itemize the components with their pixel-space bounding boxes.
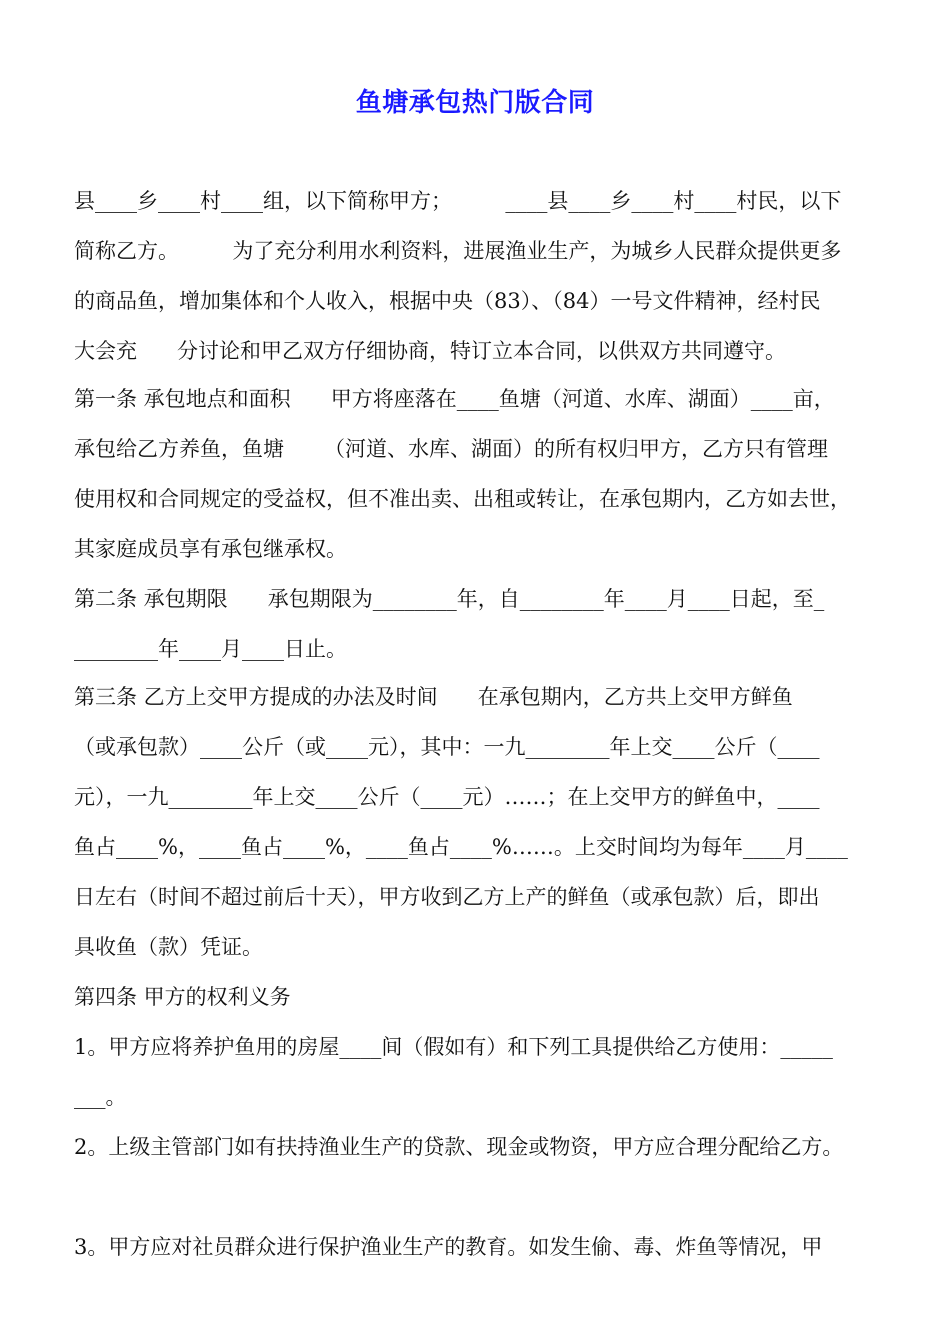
paragraph-line: 元），一九________年上交____公斤（____元）……；在上交甲方的鲜鱼中，____ — [74, 785, 820, 809]
paragraph-line: 县____乡____村____组，以下简称甲方； ____县____乡____村____村民，以下 — [74, 189, 842, 213]
paragraph-line: ___。 — [74, 1085, 127, 1109]
article-3-line: 第三条 乙方上交甲方提成的办法及时间 在承包期内，乙方共上交甲方鲜鱼 — [74, 685, 793, 709]
document-title: 鱼塘承包热门版合同 — [355, 88, 595, 118]
paragraph-line: 承包给乙方养鱼，鱼塘 （河道、水库、湖面）的所有权归甲方，乙方只有管理 — [74, 437, 829, 461]
paragraph-line: 日左右（时间不超过前后十天），甲方收到乙方上产的鲜鱼（或承包款）后，即出 — [74, 885, 820, 909]
clause-2-line: 2。上级主管部门如有扶持渔业生产的贷款、现金或物资，甲方应合理分配给乙方。 — [74, 1135, 844, 1159]
paragraph-line: 使用权和合同规定的受益权，但不准出卖、出租或转让，在承包期内，乙方如去世， — [74, 487, 851, 511]
paragraph-line: 的商品鱼，增加集体和个人收入，根据中央（83）、（84）一号文件精神，经村民 — [74, 289, 821, 313]
article-1-line: 第一条 承包地点和面积 甲方将座落在____鱼塘（河道、水库、湖面）____亩， — [74, 387, 835, 411]
paragraph-line: 简称乙方。 为了充分利用水利资料，进展渔业生产，为城乡人民群众提供更多 — [74, 239, 842, 263]
paragraph-line: 具收鱼（款）凭证。 — [74, 935, 263, 959]
paragraph-line: 鱼占____%，____鱼占____%，____鱼占____%……。上交时间均为每年____月____ — [74, 835, 848, 859]
clause-1-line: 1。甲方应将养护鱼用的房屋____间（假如有）和下列工具提供给乙方使用：_____ — [74, 1035, 833, 1059]
article-2-line: 第二条 承包期限 承包期限为________年，自________年____月____日起，至_ — [74, 587, 825, 611]
article-4-line: 第四条 甲方的权利义务 — [74, 985, 291, 1009]
paragraph-line: （或承包款）____公斤（或____元），其中：一九________年上交____公斤（____ — [74, 735, 820, 759]
paragraph-line: 其家庭成员享有承包继承权。 — [74, 537, 347, 561]
paragraph-line: ________年____月____日止。 — [74, 637, 347, 661]
paragraph-line: 大会充 分讨论和甲乙双方仔细协商，特订立本合同，以供双方共同遵守。 — [74, 339, 787, 363]
clause-3-line: 3。甲方应对社员群众进行保护渔业生产的教育。如发生偷、毒、炸鱼等情况，甲 — [74, 1235, 823, 1259]
